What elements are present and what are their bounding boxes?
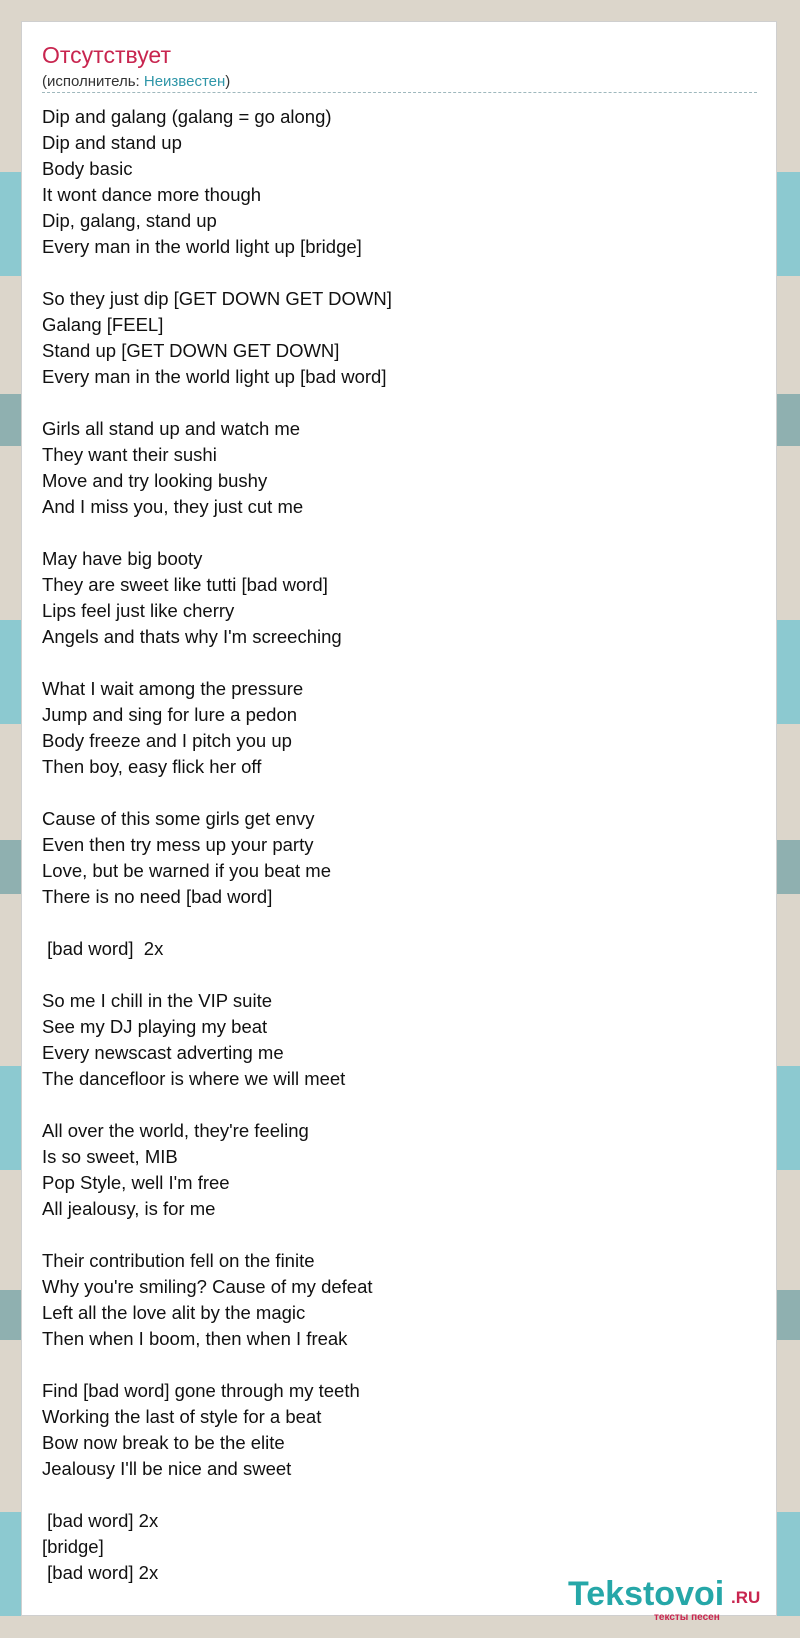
lyric-line: May have big booty <box>42 548 203 569</box>
lyric-line: Every man in the world light up [bridge] <box>42 236 362 257</box>
lyric-line: Girls all stand up and watch me <box>42 418 301 439</box>
lyric-line: Then boy, easy flick her off <box>42 756 262 777</box>
lyric-line: Their contribution fell on the finite <box>42 1250 315 1271</box>
lyrics-body <box>42 104 757 1586</box>
lyric-line: They are sweet like tutti [bad word] <box>42 574 328 595</box>
lyric-line: Dip and stand up <box>42 132 182 153</box>
lyric-blank-line <box>42 1222 757 1248</box>
lyric-line: Cause of this some girls get envy <box>42 808 315 829</box>
song-title: Отсутствует <box>42 42 171 68</box>
site-logo[interactable] <box>568 1575 768 1623</box>
lyric-line: Bow now break to be the elite <box>42 1432 285 1453</box>
lyric-blank-line <box>42 1482 757 1508</box>
lyric-line: There is no need [bad word] <box>42 886 273 907</box>
lyric-line: What I wait among the pressure <box>42 678 304 699</box>
lyric-line: All jealousy, is for me <box>42 1198 216 1219</box>
lyric-blank-line <box>42 390 757 416</box>
lyric-blank-line <box>42 910 757 936</box>
logo-text: Tekstovoi <box>568 1575 725 1613</box>
lyric-line: Pop Style, well I'm free <box>42 1172 230 1193</box>
title-divider <box>42 92 757 93</box>
lyric-line: [bridge] <box>42 1536 104 1557</box>
artist-suffix: ) <box>225 73 231 90</box>
lyric-line: Body basic <box>42 158 133 179</box>
lyric-line: So me I chill in the VIP suite <box>42 990 272 1011</box>
lyric-line: Galang [FEEL] <box>42 314 164 335</box>
artist-prefix: (исполнитель: <box>42 73 144 90</box>
lyric-line: Even then try mess up your party <box>42 834 314 855</box>
lyric-line: Left all the love alit by the magic <box>42 1302 306 1323</box>
lyric-line: Every newscast adverting me <box>42 1042 284 1063</box>
lyric-line: Why you're smiling? Cause of my defeat <box>42 1276 373 1297</box>
lyric-line: The dancefloor is where we will meet <box>42 1068 346 1089</box>
lyric-blank-line <box>42 650 757 676</box>
lyric-line: Stand up [GET DOWN GET DOWN] <box>42 340 340 361</box>
lyric-line: Dip and galang (galang = go along) <box>42 106 332 127</box>
lyric-line: It wont dance more though <box>42 184 262 205</box>
lyric-line: Is so sweet, MIB <box>42 1146 178 1167</box>
lyric-line: All over the world, they're feeling <box>42 1120 309 1141</box>
lyric-line: And I miss you, they just cut me <box>42 496 304 517</box>
lyric-line: Lips feel just like cherry <box>42 600 235 621</box>
lyric-line: Every man in the world light up [bad word] <box>42 366 387 387</box>
lyric-line: Angels and thats why I'm screeching <box>42 626 342 647</box>
lyric-blank-line <box>42 520 757 546</box>
artist-line <box>42 73 230 90</box>
lyric-line: [bad word] 2x <box>42 938 164 959</box>
lyric-line: [bad word] 2x <box>42 1510 159 1531</box>
lyric-line: Move and try looking bushy <box>42 470 268 491</box>
lyric-blank-line <box>42 962 757 988</box>
lyric-line: Love, but be warned if you beat me <box>42 860 331 881</box>
lyric-line: So they just dip [GET DOWN GET DOWN] <box>42 288 392 309</box>
lyric-line: [bad word] 2x <box>42 1562 159 1583</box>
lyric-line: Then when I boom, then when I freak <box>42 1328 348 1349</box>
lyric-line: Find [bad word] gone through my teeth <box>42 1380 360 1401</box>
lyric-blank-line <box>42 780 757 806</box>
lyric-blank-line <box>42 1352 757 1378</box>
lyric-line: Working the last of style for a beat <box>42 1406 322 1427</box>
lyric-line: Jealousy I'll be nice and sweet <box>42 1458 292 1479</box>
logo-tagline: тексты песен <box>654 1612 720 1623</box>
lyric-blank-line <box>42 1092 757 1118</box>
lyric-line: Body freeze and I pitch you up <box>42 730 292 751</box>
lyric-line: Dip, galang, stand up <box>42 210 217 231</box>
lyric-line: See my DJ playing my beat <box>42 1016 268 1037</box>
artist-link[interactable]: Неизвестен <box>143 73 226 90</box>
logo-suffix: .RU <box>731 1588 761 1607</box>
lyrics-card <box>21 21 777 1623</box>
lyric-line: Jump and sing for lure a pedon <box>42 704 298 725</box>
lyric-blank-line <box>42 260 757 286</box>
lyric-line: They want their sushi <box>42 444 217 465</box>
